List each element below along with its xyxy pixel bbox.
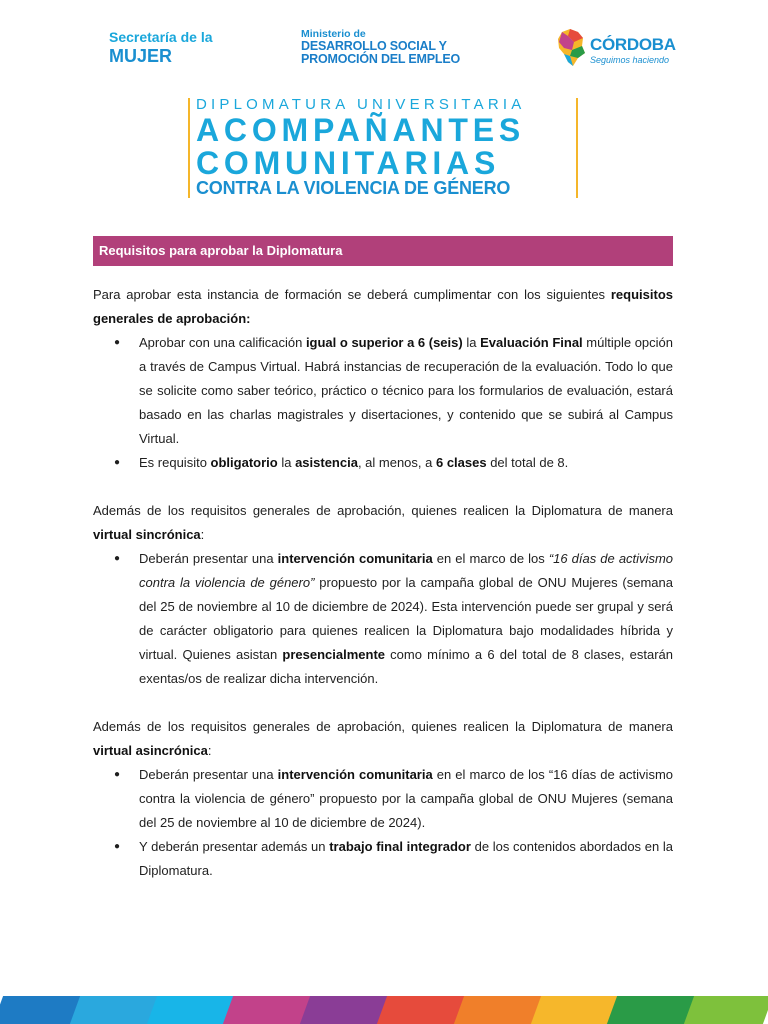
section-heading-text: Requisitos para aprobar la Diplomatura bbox=[99, 243, 343, 258]
async-requirements-list bbox=[93, 763, 673, 883]
title-line-3: COMUNITARIAS bbox=[196, 145, 501, 181]
text: : bbox=[200, 527, 205, 542]
stripe-segment bbox=[607, 996, 696, 1024]
list-item bbox=[93, 331, 673, 451]
sync-requirements-list bbox=[93, 547, 673, 691]
logo-cordoba bbox=[556, 28, 681, 68]
list-item bbox=[93, 547, 673, 691]
bold-text: trabajo final integrador bbox=[329, 839, 471, 854]
async-paragraph bbox=[93, 715, 673, 763]
logo-cordoba-name: CÓRDOBA bbox=[590, 35, 676, 54]
stripe-segment bbox=[684, 996, 768, 1024]
text: de los contenidos abordados en la Diplomatura. bbox=[139, 839, 673, 878]
intro-bold: requisitos generales de aprobación bbox=[93, 287, 673, 326]
bold-text: 6 clases bbox=[435, 455, 487, 470]
title-line-2: ACOMPAÑANTES bbox=[196, 112, 526, 148]
bold-text: asistencia bbox=[295, 455, 358, 470]
general-requirements-list bbox=[93, 331, 673, 475]
text: , al menos, a bbox=[357, 455, 436, 470]
bold-text: intervención comunitaria bbox=[277, 551, 433, 566]
text: Y deberán presentar además un bbox=[139, 839, 330, 854]
bold-text: obligatorio bbox=[210, 455, 278, 470]
stripe-segment bbox=[454, 996, 543, 1024]
stripe-segment bbox=[70, 996, 159, 1024]
bold-text: igual o superior a 6 (seis) bbox=[305, 335, 463, 350]
sync-paragraph bbox=[93, 499, 673, 547]
text: : bbox=[207, 743, 212, 758]
text: Deberán presentar una bbox=[139, 551, 278, 566]
title-line-4: CONTRA LA VIOLENCIA DE GÉNERO bbox=[196, 178, 511, 198]
list-item bbox=[93, 451, 673, 475]
logo-ministerio-line1: Ministerio de bbox=[301, 28, 366, 40]
bold-text: intervención comunitaria bbox=[277, 767, 433, 782]
stripe-segment bbox=[223, 996, 312, 1024]
text: Aprobar con una calificación bbox=[139, 335, 306, 350]
text: Deberán presentar una bbox=[139, 767, 278, 782]
text: múltiple opción a través de Campus Virtual. Habrá instancias de recuperación de la evaluación. Todo lo que se solicite como saber teórico, práctico o técnico para los formularios de evaluación, estará basado en las charlas magistrales y disertaciones, y contenido que se subirá al Campus Virtual. bbox=[139, 335, 674, 446]
stripe-segment bbox=[146, 996, 235, 1024]
logo-cordoba-tagline: Seguimos haciendo bbox=[590, 55, 670, 65]
bold-text: virtual asincrónica bbox=[93, 743, 208, 758]
intro-paragraph bbox=[93, 283, 673, 331]
section-heading bbox=[93, 236, 673, 266]
list-item bbox=[93, 763, 673, 835]
bold-text: virtual sincrónica bbox=[93, 527, 201, 542]
footer-color-stripe bbox=[0, 996, 768, 1024]
logo-mujer-line2: MUJER bbox=[109, 46, 173, 66]
document-body bbox=[93, 283, 673, 883]
stripe-segment bbox=[377, 996, 466, 1024]
logo-ministerio-line2: DESARROLLO SOCIAL Y bbox=[301, 39, 447, 54]
text: Es requisito bbox=[139, 455, 211, 470]
text: en el marco de los “16 días de activismo contra la violencia de género” propuesto por la campaña global de ONU Mujeres (semana del 25 de noviembre al 10 de diciembre de 2024). bbox=[139, 767, 674, 830]
text: Además de los requisitos generales de aprobación, quienes realicen la Diplomatura de manera bbox=[93, 503, 673, 518]
program-title bbox=[188, 96, 578, 200]
list-item bbox=[93, 835, 673, 883]
bold-text: Evaluación Final bbox=[480, 335, 583, 350]
text: la bbox=[462, 335, 481, 350]
cordoba-map-icon bbox=[556, 28, 588, 68]
text: en el marco de los bbox=[432, 551, 549, 566]
title-line-1: DIPLOMATURA UNIVERSITARIA bbox=[196, 96, 526, 113]
text: como mínimo a 6 del total de 8 clases, estarán exentas/os de realizar dicha intervención. bbox=[139, 647, 673, 686]
intro-text: Para aprobar esta instancia de formación se deberá cumplimentar con los siguientes bbox=[93, 287, 611, 302]
stripe-segment bbox=[0, 996, 82, 1024]
bold-text: presencialmente bbox=[282, 647, 386, 662]
stripe-segment bbox=[300, 996, 389, 1024]
title-rule-left bbox=[188, 98, 190, 198]
intro-colon: : bbox=[246, 311, 251, 326]
logo-ministerio bbox=[301, 29, 460, 66]
logo-mujer-line1: Secretaría de la bbox=[109, 29, 213, 45]
logo-ministerio-line3: PROMOCIÓN DEL EMPLEO bbox=[301, 52, 460, 67]
stripe-segment bbox=[530, 996, 619, 1024]
text: del total de 8. bbox=[486, 455, 569, 470]
text: propuesto por la campaña global de ONU Mujeres (semana del 25 de noviembre al 10 de diciembre de 2024). Esta intervención puede ser grupal y será de carácter obligatorio para quienes realicen la Diplomatura bajo modalidades híbrida y virtual. Quienes asistan bbox=[139, 575, 673, 662]
text: Además de los requisitos generales de aprobación, quienes realicen la Diplomatura de manera bbox=[93, 719, 673, 734]
text: la bbox=[277, 455, 296, 470]
title-rule-right bbox=[576, 98, 578, 198]
logo-secretaria-mujer bbox=[109, 30, 213, 65]
italic-text: “16 días de activismo contra la violencia de género” bbox=[139, 551, 673, 590]
